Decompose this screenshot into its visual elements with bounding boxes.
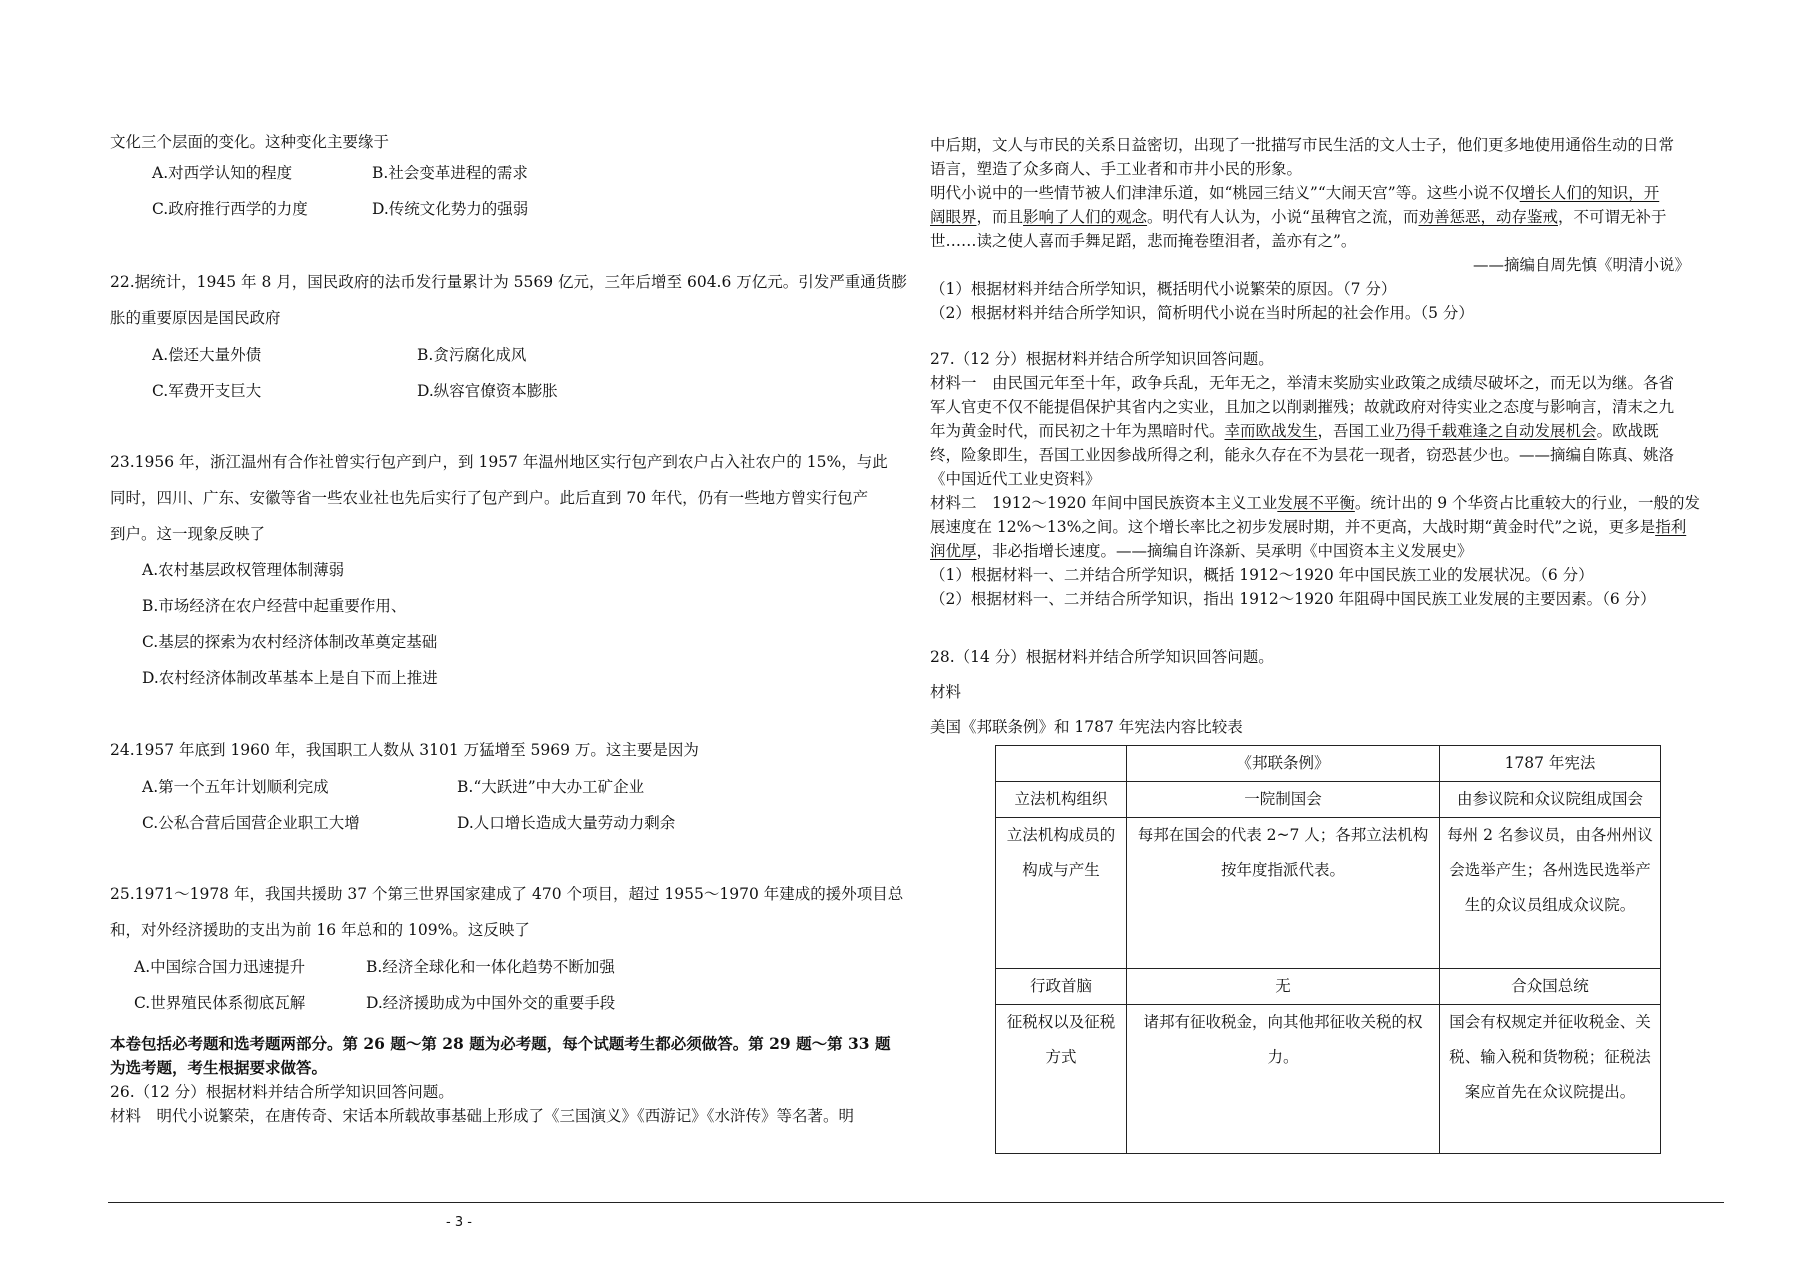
- q24-options-row1: [110, 768, 900, 804]
- footer-rule: [108, 1202, 1724, 1203]
- q27-m1-l3b: ，吾国工业: [1317, 422, 1396, 440]
- q22-options-row2: [110, 372, 900, 408]
- table-header-row: [996, 746, 1661, 782]
- q27-m1-line5: 《中国近代工业史资料》: [930, 470, 1101, 488]
- q23-options: [110, 552, 900, 696]
- q25-options-row1: [110, 948, 900, 984]
- q24-option-d[interactable]: D.人口增长造成大量劳动力剩余: [457, 814, 676, 832]
- q25-option-b[interactable]: B.经济全球化和一体化趋势不断加强: [366, 958, 615, 976]
- q25-option-c[interactable]: C.世界殖民体系彻底瓦解: [134, 994, 306, 1012]
- q26-p2-u2: 影响了人们的观念: [1023, 208, 1148, 226]
- q26-cont-line2: 语言，塑造了众多商人、手工业者和市井小民的形象。: [930, 160, 1303, 178]
- q26-p2-line3: 世……读之使人喜而手舞足蹈，悲而掩卷堕泪者，盖亦有之”。: [930, 232, 1357, 250]
- q25-line1: 25.1971～1978 年，我国共援助 37 个第三世界国家建成了 470 个项目，超过 1955～1970 年建成的援外项目总: [110, 885, 904, 903]
- q27-m2-line1: [930, 491, 1720, 515]
- table-row: [996, 818, 1661, 969]
- q27-m1-line1: 材料一 由民国元年至十年，政争兵乱，无年无之，举清末奖励实业政策之成绩尽破坏之，而无以为继。各省: [930, 374, 1675, 392]
- table-cell: 征税权以及征税方式: [996, 1005, 1127, 1154]
- q27-m2-line2: [930, 515, 1720, 539]
- right-column: [930, 133, 1720, 1154]
- q27-m1-l3u2: 乃得千载难逢之自动发展机会: [1395, 422, 1597, 440]
- q26-p2-e: ，不可谓无补于: [1558, 208, 1667, 226]
- q27-m2-l2u: 指利: [1655, 518, 1687, 536]
- q27-m2-l3u: 润优厚: [930, 542, 977, 560]
- q26-p2-u3: 劝善惩恶，动存鉴戒: [1418, 208, 1558, 226]
- q21-options-row2: [110, 190, 900, 226]
- table-row: [996, 782, 1661, 818]
- q26-p2-b: 阔眼界: [930, 208, 977, 226]
- q24-option-c[interactable]: C.公私合营后国营企业职工大增: [142, 814, 360, 832]
- left-column: [110, 130, 907, 1128]
- q26-source: ——摘编自周先慎《明清小说》: [1472, 256, 1690, 274]
- q24-line: 24.1957 年底到 1960 年，我国职工人数从 3101 万猛增至 5969 万。这主要是因为: [110, 741, 699, 759]
- q27-m1-l3a: 年为黄金时代，而民初之十年为黑暗时代。: [930, 422, 1225, 440]
- q26-p2-a: 明代小说中的一些情节被人们津津乐道，如“桃园三结义”“大闹天宫”等。这些小说不仅: [930, 184, 1520, 202]
- q26-p2-u1: 增长人们的知识，开: [1519, 184, 1660, 202]
- q26-question2: （2）根据材料并结合所学知识，简析明代小说在当时所起的社会作用。（5 分）: [930, 304, 1474, 322]
- table-cell: 诸邦有征收税金，向其他邦征收关税的权力。: [1127, 1005, 1440, 1154]
- q24-option-b[interactable]: B.“大跃进”中大办工矿企业: [457, 778, 645, 796]
- q27-m2-l1b: 。统计出的 9 个华资占比重较大的行业，一般的发: [1354, 494, 1701, 512]
- q21-option-b[interactable]: B.社会变革进程的需求: [372, 164, 528, 182]
- q25-option-d[interactable]: D.经济援助成为中国外交的重要手段: [366, 994, 616, 1012]
- q26-head: 26.（12 分）根据材料并结合所学知识回答问题。: [110, 1083, 454, 1101]
- q26-p2-line1: [930, 181, 1720, 205]
- q27-m2-line3: [930, 539, 1720, 563]
- comparison-table: [995, 745, 1661, 1154]
- q27-m1-line4: 终，险象即生，吾国工业因参战所得之利，能永久存在不为昙花一现者，窃恐甚少也。——摘编自陈真、姚洛: [930, 446, 1675, 464]
- q23-option-d[interactable]: D.农村经济体制改革基本上是自下而上推进: [142, 669, 438, 687]
- q23-line1: 23.1956 年，浙江温州有合作社曾实行包产到户，到 1957 年温州地区实行包产到农户占入社农户的 15%，与此: [110, 453, 888, 471]
- q21-option-a[interactable]: A.对西学认知的程度: [152, 164, 293, 182]
- q23-line3: 到户。这一现象反映了: [110, 525, 266, 543]
- table-cell: 行政首脑: [996, 969, 1127, 1005]
- table-cell: 国会有权规定并征收税金、关税、输入税和货物税；征税法案应首先在众议院提出。: [1440, 1005, 1661, 1154]
- q27-m2-l3b: ，非必指增长速度。——摘编自许涤新、吴承明《中国资本主义发展史》: [976, 542, 1473, 560]
- q26-material-start: 材料 明代小说繁荣，在唐传奇、宋话本所载故事基础上形成了《三国演义》《西游记》《水浒传》等名著。明: [110, 1107, 855, 1125]
- q26-p2-c: ，而且: [976, 208, 1024, 226]
- q28-table-title: 美国《邦联条例》和 1787 年宪法内容比较表: [930, 718, 1243, 736]
- q27-m2-l1u: 发展不平衡: [1277, 494, 1355, 512]
- table-row: [996, 1005, 1661, 1154]
- table-header-articles: 《邦联条例》: [1127, 746, 1440, 782]
- q26-p2-d: 。明代有人认为，小说“虽稗官之流，而: [1147, 208, 1419, 226]
- q24-options-row2: [110, 804, 900, 840]
- q26-question1: （1）根据材料并结合所学知识，概括明代小说繁荣的原因。（7 分）: [930, 280, 1397, 298]
- q22-option-b[interactable]: B.贪污腐化成风: [417, 346, 527, 364]
- q21-option-c[interactable]: C.政府推行西学的力度: [152, 200, 308, 218]
- table-cell: 合众国总统: [1440, 969, 1661, 1005]
- table-cell: 每州 2 名参议员，由各州州议会选举产生；各州选民选举产生的众议员组成众议院。: [1440, 818, 1661, 969]
- table-row: [996, 969, 1661, 1005]
- q22-option-d[interactable]: D.纵容官僚资本膨胀: [417, 382, 558, 400]
- q21-tail: 文化三个层面的变化。这种变化主要缘于: [110, 133, 390, 151]
- q22-option-a[interactable]: A.偿还大量外债: [152, 346, 262, 364]
- table-header-empty: [996, 746, 1127, 782]
- q23-line2: 同时，四川、广东、安徽等省一些农业社也先后实行了包产到户。此后直到 70 年代，仍有一些地方曾实行包产: [110, 489, 869, 507]
- q27-m1-l3u: 幸而欧战发生: [1224, 422, 1318, 440]
- q22-line2: 胀的重要原因是国民政府: [110, 309, 281, 327]
- q25-line2: 和，对外经济援助的支出为前 16 年总和的 109%。这反映了: [110, 921, 530, 939]
- table-cell: 由参议院和众议院组成国会: [1440, 782, 1661, 818]
- q27-m1-line3: [930, 419, 1720, 443]
- q28-head: 28.（14 分）根据材料并结合所学知识回答问题。: [930, 648, 1274, 666]
- q25-option-a[interactable]: A.中国综合国力迅速提升: [134, 958, 306, 976]
- notice-line2: 为选考题，考生根据要求做答。: [110, 1058, 328, 1077]
- q27-m2-l1a: 材料二 1912～1920 年间中国民族资本主义工业: [930, 494, 1278, 512]
- q23-option-b[interactable]: B.市场经济在农户经营中起重要作用、: [142, 597, 407, 615]
- table-cell: 立法机构成员的构成与产生: [996, 818, 1127, 969]
- table-cell: 一院制国会: [1127, 782, 1440, 818]
- table-cell: 立法机构组织: [996, 782, 1127, 818]
- q27-head: 27.（12 分）根据材料并结合所学知识回答问题。: [930, 350, 1274, 368]
- q27-m1-line2: 军人官吏不仅不能提倡保护其省内之实业，且加之以削剥摧残；故就政府对待实业之态度与影响言，清末之九: [930, 398, 1675, 416]
- q23-option-c[interactable]: C.基层的探索为农村经济体制改革奠定基础: [142, 633, 438, 651]
- q24-option-a[interactable]: A.第一个五年计划顺利完成: [142, 778, 329, 796]
- q27-question2: （2）根据材料一、二并结合所学知识，指出 1912～1920 年阻碍中国民族工业发展的主要因素。（6 分）: [930, 590, 1656, 608]
- notice-line1: 本卷包括必考题和选考题两部分。第 26 题～第 28 题为必考题，每个试题考生都必须做答。第 29 题～第 33 题: [110, 1034, 891, 1053]
- q28-material-label: 材料: [930, 683, 962, 701]
- q27-question1: （1）根据材料一、二并结合所学知识，概括 1912～1920 年中国民族工业的发展状况。（6 分）: [930, 566, 1594, 584]
- q23-option-a[interactable]: A.农村基层政权管理体制薄弱: [142, 561, 345, 579]
- page-number: - 3 -: [446, 1215, 472, 1230]
- q22-line1: 22.据统计，1945 年 8 月，国民政府的法币发行量累计为 5569 亿元，三年后增至 604.6 万亿元。引发严重通货膨: [110, 273, 907, 291]
- q26-p2-line2: [930, 205, 1720, 229]
- q22-option-c[interactable]: C.军费开支巨大: [152, 382, 262, 400]
- table-header-constitution: 1787 年宪法: [1440, 746, 1661, 782]
- q21-option-d[interactable]: D.传统文化势力的强弱: [372, 200, 529, 218]
- q26-cont-line1: 中后期，文人与市民的关系日益密切，出现了一批描写市民生活的文人士子，他们更多地使用通俗生动的日常: [930, 136, 1675, 154]
- q25-options-row2: [110, 984, 900, 1020]
- q27-m2-l2a: 展速度在 12%～13%之间。这个增长率比之初步发展时期，并不更高，大战时期“黄金时代”之说，更多是: [930, 518, 1656, 536]
- table-cell: 每邦在国会的代表 2~7 人；各邦立法机构按年度指派代表。: [1127, 818, 1440, 969]
- q22-options-row1: [110, 336, 900, 372]
- table-cell: 无: [1127, 969, 1440, 1005]
- q27-m1-l3c: 。欧战既: [1596, 422, 1659, 440]
- q21-options-row1: [110, 154, 900, 190]
